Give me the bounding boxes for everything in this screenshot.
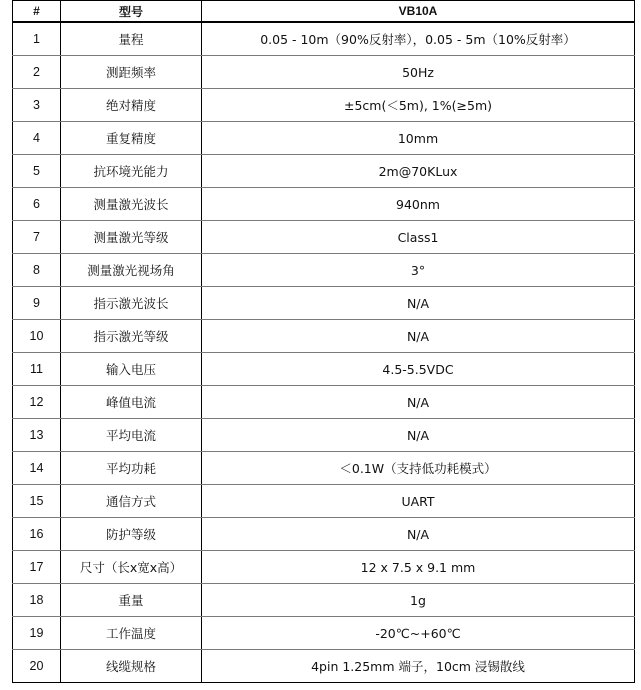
row-param: 峰值电流: [61, 386, 202, 419]
table-row: [13, 188, 635, 221]
row-index: 15: [13, 485, 61, 518]
row-param: 防护等级: [61, 518, 202, 551]
row-value: N/A: [202, 419, 635, 452]
row-index: 13: [13, 419, 61, 452]
header-model: 型号: [61, 1, 202, 23]
row-index: 19: [13, 617, 61, 650]
table-row: [13, 320, 635, 353]
row-param: 平均功耗: [61, 452, 202, 485]
table-row: [13, 287, 635, 320]
header-row: [13, 1, 635, 23]
row-value: 940nm: [202, 188, 635, 221]
row-value: N/A: [202, 518, 635, 551]
table-row: [13, 56, 635, 89]
row-param: 工作温度: [61, 617, 202, 650]
table-row: [13, 89, 635, 122]
row-index: 9: [13, 287, 61, 320]
table-row: [13, 485, 635, 518]
row-param: 抗环境光能力: [61, 155, 202, 188]
row-value: N/A: [202, 386, 635, 419]
table-row: [13, 22, 635, 56]
row-param: 绝对精度: [61, 89, 202, 122]
row-index: 18: [13, 584, 61, 617]
table-row: [13, 122, 635, 155]
row-index: 4: [13, 122, 61, 155]
table-row: [13, 155, 635, 188]
row-param: 线缆规格: [61, 650, 202, 683]
row-param: 重量: [61, 584, 202, 617]
row-value: UART: [202, 485, 635, 518]
table-row: [13, 419, 635, 452]
row-index: 11: [13, 353, 61, 386]
row-value: 10mm: [202, 122, 635, 155]
row-index: 6: [13, 188, 61, 221]
row-index: 14: [13, 452, 61, 485]
row-index: 8: [13, 254, 61, 287]
row-index: 7: [13, 221, 61, 254]
row-value: 2m@70KLux: [202, 155, 635, 188]
spec-table: [12, 0, 635, 683]
row-param: 平均电流: [61, 419, 202, 452]
table-row: [13, 617, 635, 650]
row-value: Class1: [202, 221, 635, 254]
header-model-name: VB10A: [202, 1, 635, 23]
header-index: #: [13, 1, 61, 23]
row-param: 输入电压: [61, 353, 202, 386]
row-value: 4.5-5.5VDC: [202, 353, 635, 386]
row-index: 20: [13, 650, 61, 683]
row-value: 12 x 7.5 x 9.1 mm: [202, 551, 635, 584]
row-param: 测量激光视场角: [61, 254, 202, 287]
row-index: 5: [13, 155, 61, 188]
row-value: 4pin 1.25mm 端子，10cm 浸锡散线: [202, 650, 635, 683]
row-value: 50Hz: [202, 56, 635, 89]
row-param: 测量激光波长: [61, 188, 202, 221]
row-index: 16: [13, 518, 61, 551]
row-value: ±5cm(＜5m), 1%(≥5m): [202, 89, 635, 122]
row-index: 1: [13, 22, 61, 56]
row-value: N/A: [202, 320, 635, 353]
table-row: [13, 353, 635, 386]
row-param: 量程: [61, 22, 202, 56]
row-param: 测量激光等级: [61, 221, 202, 254]
row-param: 通信方式: [61, 485, 202, 518]
row-index: 12: [13, 386, 61, 419]
table-row: [13, 584, 635, 617]
row-param: 尺寸（长x宽x高）: [61, 551, 202, 584]
row-value: 3°: [202, 254, 635, 287]
row-value: 1g: [202, 584, 635, 617]
table-row: [13, 452, 635, 485]
row-value: 0.05 - 10m（90%反射率），0.05 - 5m（10%反射率）: [202, 22, 635, 56]
row-param: 测距频率: [61, 56, 202, 89]
row-index: 3: [13, 89, 61, 122]
table-row: [13, 551, 635, 584]
row-value: N/A: [202, 287, 635, 320]
row-value: -20℃~+60℃: [202, 617, 635, 650]
row-param: 重复精度: [61, 122, 202, 155]
row-index: 2: [13, 56, 61, 89]
row-index: 10: [13, 320, 61, 353]
row-param: 指示激光波长: [61, 287, 202, 320]
table-row: [13, 254, 635, 287]
row-param: 指示激光等级: [61, 320, 202, 353]
table-row: [13, 386, 635, 419]
row-index: 17: [13, 551, 61, 584]
table-row: [13, 221, 635, 254]
table-row: [13, 518, 635, 551]
row-value: ＜0.1W（支持低功耗模式）: [202, 452, 635, 485]
table-row: [13, 650, 635, 683]
